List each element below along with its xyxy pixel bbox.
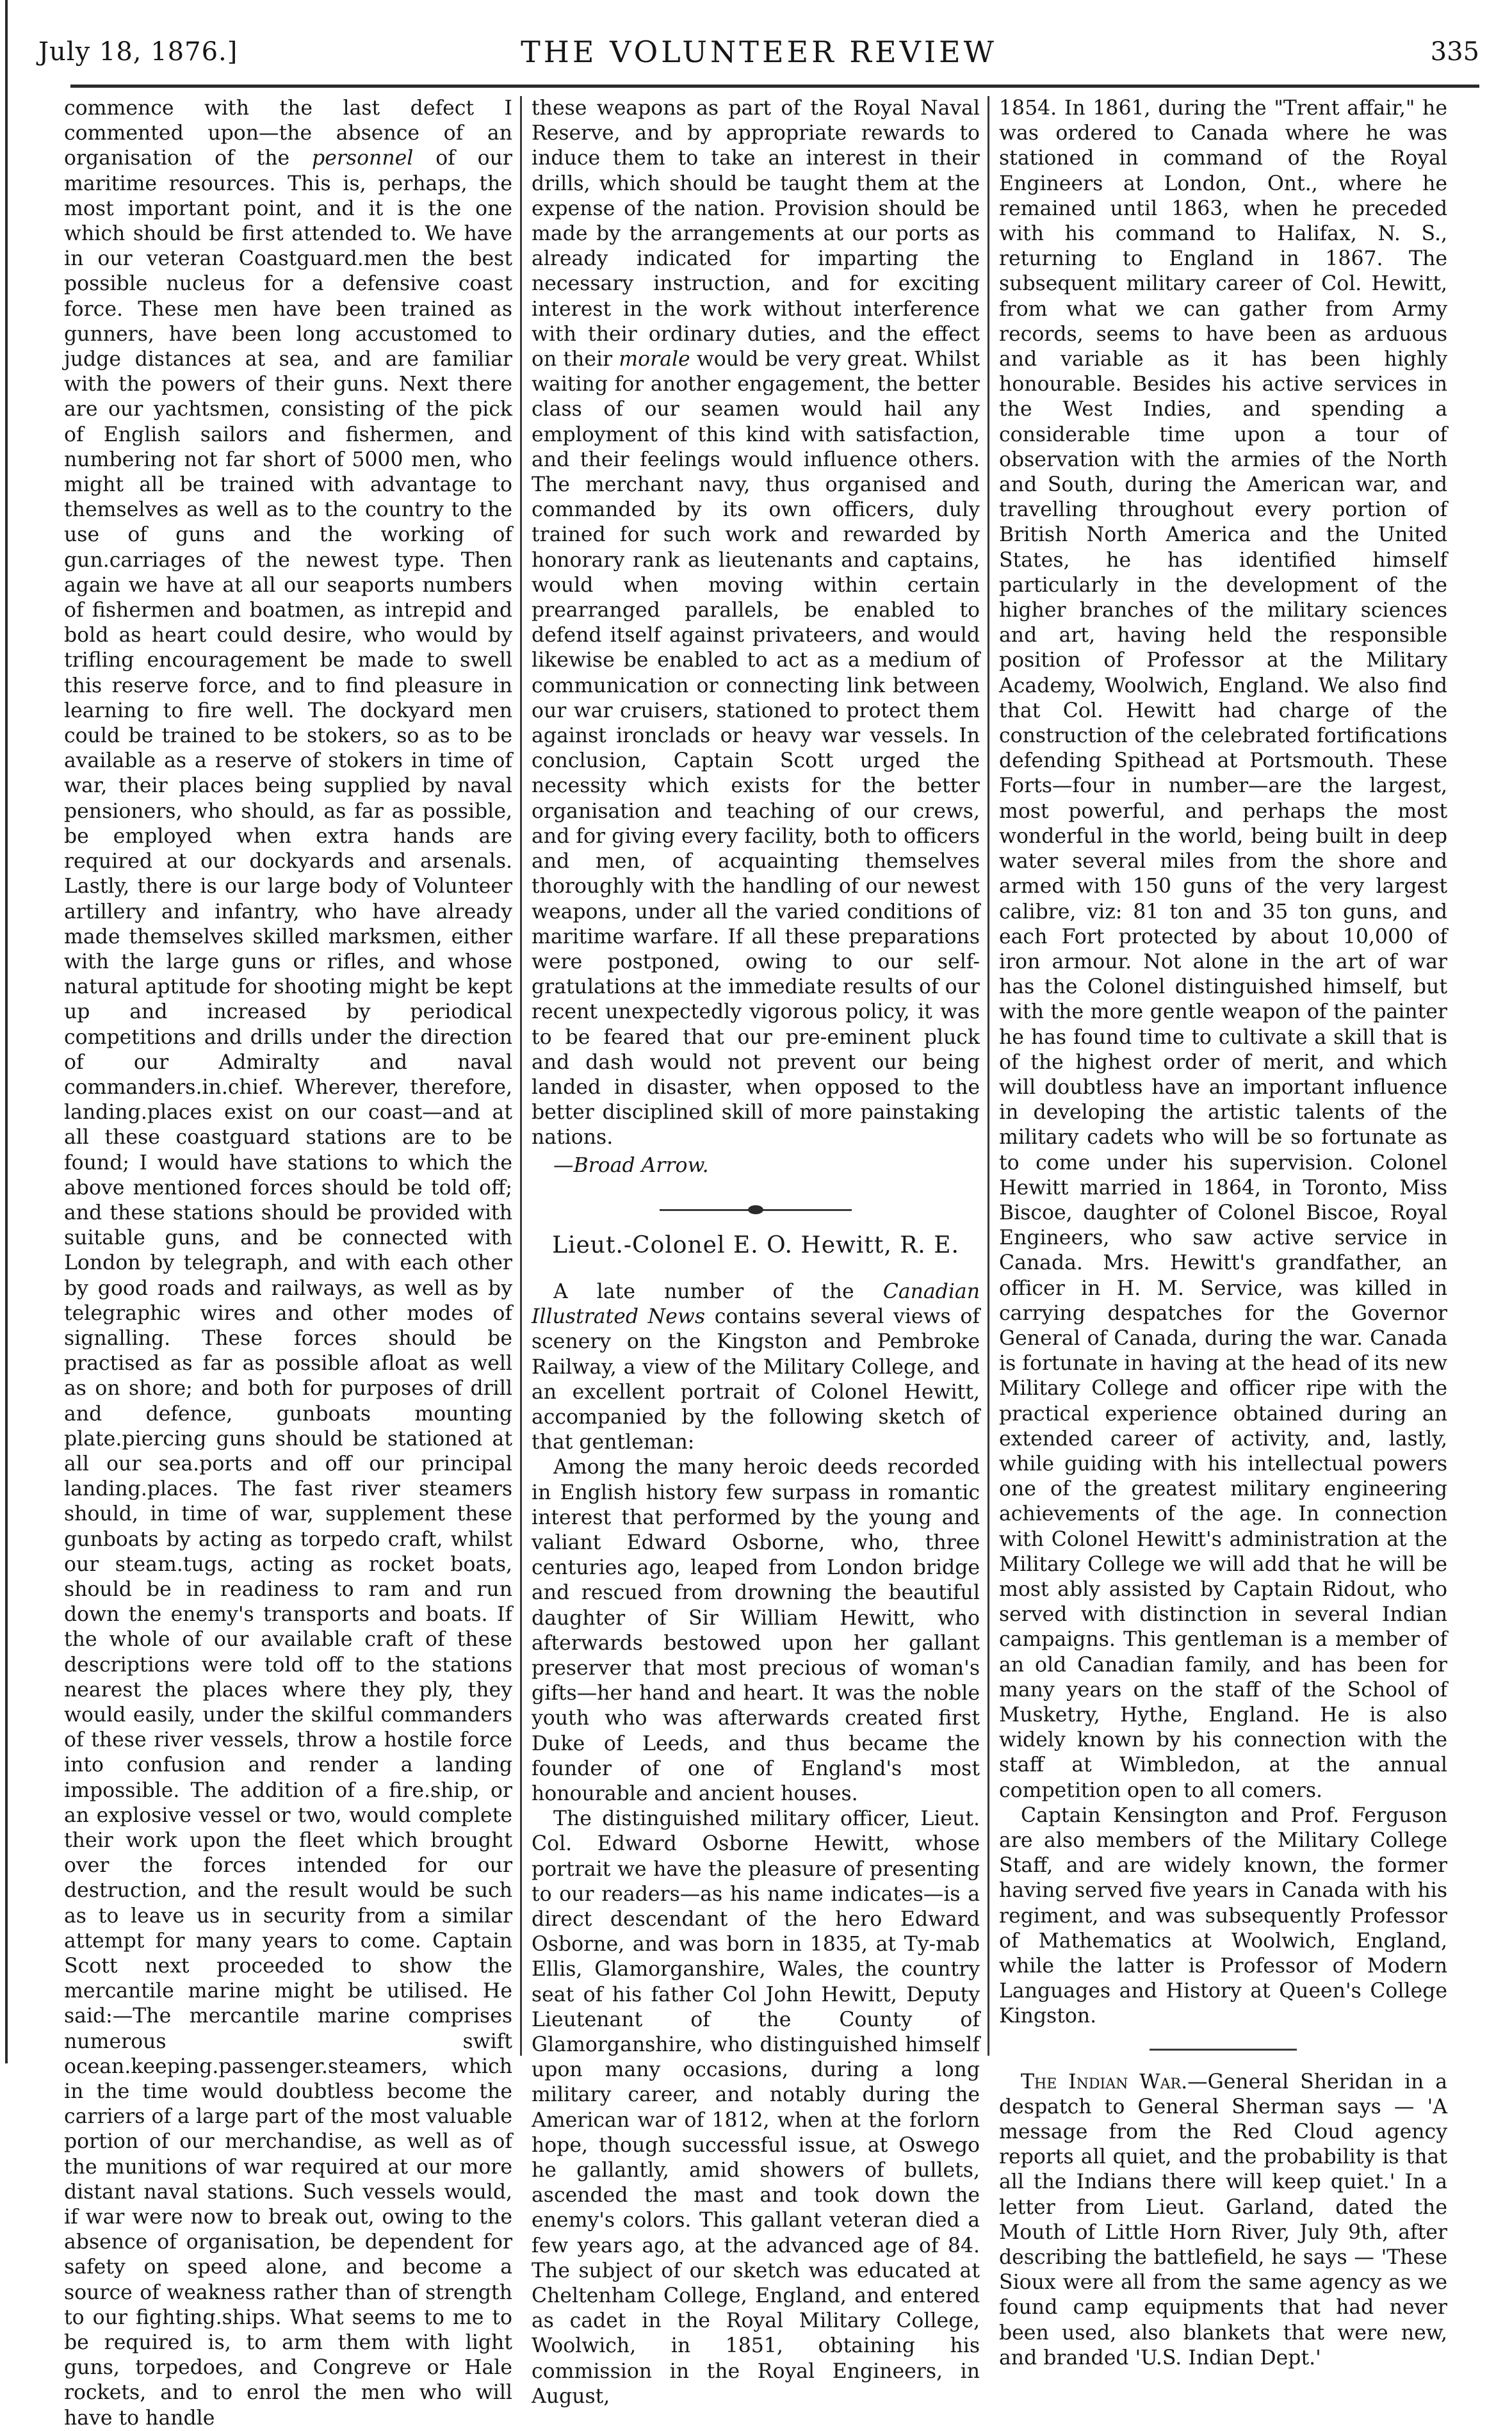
section-rule <box>1150 2049 1297 2051</box>
paragraph <box>532 96 980 1151</box>
text-run: contains several views of scenery on the Kingston and Pembroke Railway, a view of the Military College, and an excellent portrait of Colonel Hewitt, accompanied by the following sketch of that gentleman: <box>532 1305 980 1454</box>
italic-text: personnel <box>312 147 414 170</box>
column-2 <box>532 96 980 2408</box>
paragraph: Among the many heroic deeds recorded in English history few surpass in romantic interest that performed by the young and valiant Edward Osborne, who, three centuries ago, leaped from London bridge and rescued from drowning the beautiful daughter of Sir William Hewitt, who afterwards bestowed upon her gallant preserver that most precious of woman's gifts—her hand and heart. It was the noble youth who was afterwards created first Duke of Leeds, and thus became the founder of one of England's most honourable and ancient houses. <box>532 1456 980 1805</box>
text-run: these weapons as part of the Royal Naval Reserve, and by appropriate rewards to induce them to take an interest in their drills, which should be taught them at the expense of the nation. Provision should be made by the arrangements at our ports as already indicated for imparting the necessary instruction, and for exciting interest in the work without interference with their ordinary duties, and the effect on their <box>532 97 980 371</box>
text-run: commence with the last defect I commented upon—the absence of an organisation of the <box>64 97 512 170</box>
text-run: A late number of the <box>553 1280 883 1303</box>
binding-edge <box>5 0 8 2063</box>
section-separator <box>660 1209 852 1211</box>
column-1 <box>64 96 512 2430</box>
paragraph: The distinguished military officer, Lieut. Col. Edward Osborne Hewitt, whose portrait we have the pleasure of presenting to our readers—as his name indicates—is a direct descendant of the hero Edward Osborne, and was born in 1835, at Ty-mab Ellis, Glamorganshire, Wales, the country seat of his father Col John Hewitt, Deputy Lieutenant of the County of Glamorganshire, who distinguished himself upon many occasions, during a long military career, and notably during the American war of 1812, when at the forlorn hope, though successful issue, at Oswego he gallantly, amid showers of bullets, ascended the mast and took down the enemy's colors. This gallant veteran died a few years ago, at the advanced age of 84. The subject of our sketch was educated at Cheltenham College, England, and entered as cadet in the Royal Military College, Woolwich, in 1851, obtaining his commission in the Royal Engineers, in August, <box>532 1807 980 2408</box>
text-run: of our maritime resources. This is, perhaps, the most important point, and it is the one which should be first attended to. We have in our veteran Coastguard.men the best possible nucleus for a defensive coast force. These men have been trained as gunners, have been long accustomed to judge distances at sea, and are familiar with the powers of their guns. Next there are our yachtsmen, consisting of the pick of English sailors and fishermen, and numbering not far short of 5000 men, who might all be trained with advantage to themselves as well as to the country to the use of guns and the working of gun.carriages of the newest type. Then again we have at all our seaports numbers of fishermen and boatmen, as intrepid and bold as heart could desire, who would by trifling encouragement be made to swell this reserve force, and to find pleasure in learning to fire well. The dockyard men could be trained to be stokers, so as to be available as a reserve of stokers in time of war, their places being supplied by naval pensioners, who should, as far as possible, be employed when extra hands are required at our dockyards and arsenals. Lastly, there is our large body of Volunteer artillery and infantry, who have already made themselves skilled marksmen, either with the large guns or rifles, and whose natural aptitude for shooting might be kept up and increased by periodical competitions and drills under the direction of our Admiralty and naval commanders.in.chief. Wherever, therefore, landing.places exist on our coast—and at all these coastguard stations are to be found; I would have stations to which the above mentioned forces should be told off; and these stations should be provided with suitable guns, and be connected with London by telegraph, and with each other by good roads and railways, as well as by telegraphic wires and other modes of signalling. These forces should be practised as far as possible afloat as well as on shore; and both for purposes of drill and defence, gunboats mounting plate.piercing guns should be stationed at all our sea.ports and off our principal landing.places. The fast river steamers should, in time of war, supplement these gunboats by acting as torpedo craft, whilst our steam.tugs, acting as rocket boats, should be in readiness to ram and run down the enemy's transports and boats. If the whole of our available craft of these descriptions were told off to the stations nearest the places where they ply, they would easily, under the skilful commanders of these river vessels, throw a hostile force into confusion and render a landing impossible. The addition of a fire.ship, or an explosive vessel or two, would complete their work upon the fleet which brought over the forces intended for our destruction, and the result would be such as to leave us in security from a similar attempt for many years to come. Captain Scott next proceeded to show the mercantile marine might be utilised. He said:—The mercantile marine comprises numerous swift ocean.keeping.passenger.steamers, which in the time would doubtless become the carriers of a large part of the most valuable portion of our merchandise, as well as of the munitions of war required at our more distant naval stations. Such vessels would, if war were now to break out, owing to the absence of organisation, be dependent for safety on speed alone, and become a source of weakness rather than of strength to our fighting.ships. What seems to me to be required is, to arm them with light guns, torpedoes, and Congreve or Hale rockets, and to enrol the men who will have to handle <box>64 147 512 2430</box>
header-rule <box>70 85 1479 88</box>
publication-title: THE VOLUNTEER REVIEW <box>521 35 997 69</box>
text-run: would be very great. Whilst waiting for another engagement, the better class of our seamen would hail any employment of this kind with satisfaction, and their feelings would influence others. The merchant navy, thus organised and commanded by its own officers, duly trained for such work and rewarded by honorary rank as lieutenants and captains, would when moving within certain prearranged parallels, be enabled to defend itself against privateers, and would likewise be enabled to act as a medium of communication or connecting link between our war cruisers, stationed to protect them against ironclads or heavy war vessels. In conclusion, Captain Scott urged the necessity which exists for the better organisation and teaching of our crews, and for giving every facility, both to officers and men, of acquainting themselves thoroughly with the handling of our newest weapons, under all the varied conditions of maritime warfare. If all these preparations were postponed, owing to our self-gratulations at the immediate results of our recent unexpectedly vigorous policy, it was to be feared that our pre-eminent pluck and dash would not prevent our being landed in disaster, when opposed to the better disciplined skill of more painstaking nations. <box>532 348 980 1150</box>
paragraph <box>999 2070 1447 2371</box>
paragraph: Captain Kensington and Prof. Ferguson are also members of the Military College Staff, and are widely known, the former having served five years in Canada with his regiment, and was subsequently Professor of Mathematics at Woolwich, England, while the latter is Professor of Modern Languages and History at Queen's College Kingston. <box>999 1803 1447 2028</box>
paragraph <box>532 1280 980 1455</box>
issue-date: July 18, 1876.] <box>38 37 238 67</box>
column-divider <box>520 96 522 2056</box>
paragraph: 1854. In 1861, during the "Trent affair," he was ordered to Canada where he was stationed in command of the Royal Engineers at London, Ont., where he remained until 1863, when he preceded with his command to Halifax, N. S., returning to England in 1867. The subsequent military career of Col. Hewitt, from what we can gather from Army records, seems to have been as arduous and variable as it has been highly honourable. Besides his active services in the West Indies, and spending a considerable time upon a tour of observation with the armies of the North and South, during the American war, and travelling throughout every portion of British North America and the United States, he has identified himself particularly in the development of the higher branches of the military sciences and art, having held the responsible position of Professor at the Military Academy, Woolwich, England. We also find that Col. Hewitt had charge of the construction of the celebrated fortifications defending Spithead at Portsmouth. These Forts—four in number—are the largest, most powerful, and perhaps the most wonderful in the world, being built in deep water several miles from the shore and armed with 150 guns of the very largest calibre, viz: 81 ton and 35 ton guns, and each Fort protected by about 10,000 of iron armour. Not alone in the art of war has the Colonel distinguished himself, but with the more gentle weapon of the painter he has found time to cultivate a skill that is of the highest order of merit, and which will doubtless have an important influence in developing the artistic talents of the military cadets who will be so fortunate as to come under his supervision. Colonel Hewitt married in 1864, in Toronto, Miss Biscoe, daughter of Colonel Biscoe, Royal Engineers, who saw active service in Canada. Mrs. Hewitt's grandfather, an officer in H. M. Service, was killed in carrying despatches for the Governor General of Canada, during the war. Canada is fortunate in having at the head of its new Military College and officer ripe with the practical experience obtained during an extended career of activity, and, lastly, while guiding with his intellectual powers one of the greatest military engineering achievements of the age. In connection with Colonel Hewitt's administration at the Military College we will add that he will be most ably assisted by Captain Ridout, who served with distinction in several Indian campaigns. This gentleman is a member of an old Canadian family, and has been for many years on the staff of the School of Musketry, Hythe, England. He is also widely known by his connection with the staff at Wimbledon, at the annual competition open to all comers. <box>999 97 1447 1802</box>
page-header <box>38 23 1479 74</box>
italic-text: morale <box>619 348 690 371</box>
lead-in-text: The Indian War. <box>1021 2070 1188 2094</box>
paragraph <box>64 96 512 2431</box>
article-heading: Lieut.-Colonel E. O. Hewitt, R. E. <box>552 1232 959 1258</box>
page-number: 335 <box>1430 37 1479 67</box>
column-3 <box>999 96 1447 2370</box>
text-run: —General Sheridan in a despatch to General Sherman says — 'A message from the Red Cloud agency reports all quiet, and the probability is that all the Indians there will keep quiet.' In a letter from Lieut. Garland, dated the Mouth of Little Horn River, July 9th, after describing the battlefield, he says — 'These Sioux were all from the same agency as we found camp equipments that had never been used, also blankets that were new, and branded 'U.S. Indian Dept.' <box>999 2070 1447 2370</box>
signature-text: —Broad Arrow. <box>553 1153 709 1177</box>
italic-text: Canadian Illustrated News <box>532 1280 980 1329</box>
source-signature <box>532 1153 980 1178</box>
column-divider <box>988 96 989 2056</box>
